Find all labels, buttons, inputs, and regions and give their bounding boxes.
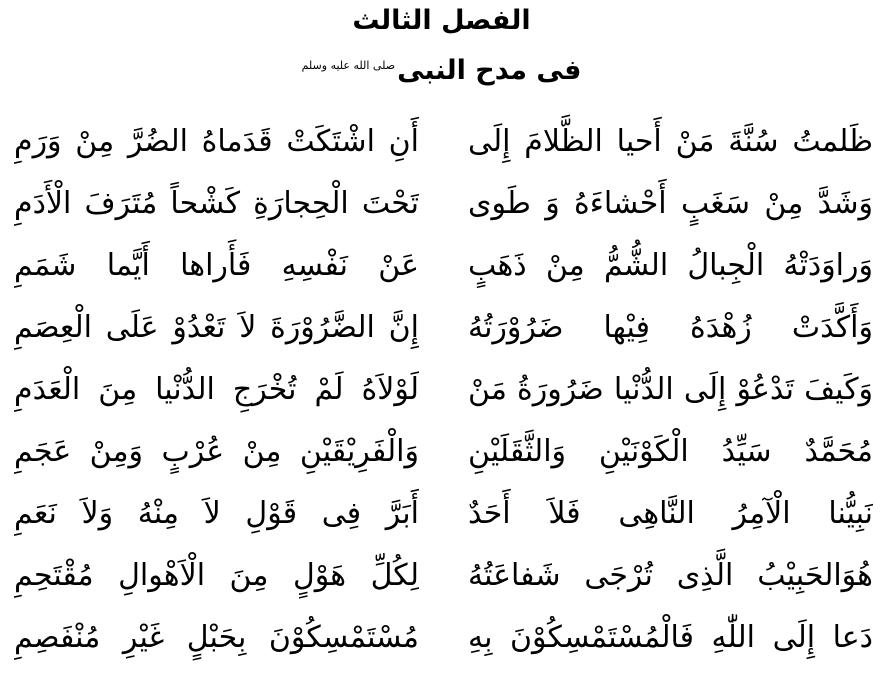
verse-first-hemistich: مُحَمَّدٌ سَيِّدُ الْكَوْنَيْنِ وَالثَّقَلَيْنِ bbox=[468, 434, 873, 469]
verse-second-hemistich: مُسْتَمْسِكُوْنَ بِحَبْلٍ غَيْرِ مُنْفَصِمِ bbox=[14, 620, 419, 655]
verse bbox=[0, 236, 883, 296]
verse-first-hemistich: ظَلمتُ سُنَّةَ مَنْ أَحيا الظَّلامَ إِلَى bbox=[468, 124, 873, 159]
verse-second-hemistich: أَنِ اشْتَكَتْ قَدَماهُ الضُرَّ مِنْ وَرَمِ bbox=[14, 124, 419, 159]
verse-first-hemistich: وَكَيفَ تَدْعُوْ إِلَى الدُّنْيا ضَرُورَةُ مَنْ bbox=[468, 372, 873, 407]
verse bbox=[0, 112, 883, 172]
verse bbox=[0, 174, 883, 234]
verse-second-hemistich: تَحْتَ الْحِجارَةِ كَشْحاً مُتَرَفَ الْأَدَمِ bbox=[14, 186, 419, 221]
verse-second-hemistich: وَالْفَرِيْقَيْنِ مِنْ عُرْبٍ وَمِنْ عَجَمِ bbox=[14, 434, 419, 469]
verse-second-hemistich: إِنَّ الضَّرُوْرَةَ لاَ تَعْدُوْ عَلَى الْعِصَمِ bbox=[14, 310, 419, 345]
verse bbox=[0, 422, 883, 482]
chapter-title: الفصل الثالث bbox=[352, 5, 531, 36]
verse bbox=[0, 546, 883, 606]
honorific-mark: صلى الله عليه وسلم bbox=[301, 59, 396, 72]
verse-first-hemistich: هُوَالحَبِيْبُ الَّذِى تُرْجَى شَفاعَتُهُ bbox=[468, 558, 873, 593]
verse bbox=[0, 360, 883, 420]
verse-first-hemistich: نَبِيُّنا الْآمِرُ النَّاهِى فَلاَ أَحَدٌ bbox=[468, 496, 873, 531]
verse bbox=[0, 608, 883, 668]
verse-list bbox=[0, 112, 883, 682]
verse-first-hemistich: وَأَكَّدَتْ زُهْدَهُ فِيْها ضَرُوْرَتُهُ bbox=[468, 310, 873, 345]
verse-second-hemistich: أَبَرَّ فِى قَوْلِ لاَ مِنْهُ وَلاَ نَعَمِ bbox=[14, 496, 419, 531]
verse-first-hemistich: وَشَدَّ مِنْ سَغَبٍ أَحْشاءَهُ وَ طَوى bbox=[468, 186, 873, 221]
verse-first-hemistich: دَعا إِلَى اللّٰهِ فَالْمُسْتَمْسِكُوْنَ بِهِ bbox=[468, 620, 873, 655]
verse-first-hemistich: وَراوَدَتْهُ الْجِبالُ الشُّمُّ مِنْ ذَهَبٍ bbox=[468, 248, 873, 283]
verse-second-hemistich: عَنْ نَفْسِهِ فَأَراها أَيَّما شَمَمِ bbox=[14, 248, 419, 283]
subtitle-text: فى مدح النبى bbox=[397, 55, 582, 86]
verse-second-hemistich: لِكُلِّ هَوْلٍ مِنَ الْاَهْوالِ مُقْتَحِمِ bbox=[14, 558, 419, 593]
chapter-subtitle bbox=[0, 46, 883, 96]
verse-second-hemistich: لَوْلاَهُ لَمْ تُخْرَجِ الدُّنْيا مِنَ الْعَدَمِ bbox=[14, 372, 419, 407]
verse bbox=[0, 298, 883, 358]
verse bbox=[0, 484, 883, 544]
